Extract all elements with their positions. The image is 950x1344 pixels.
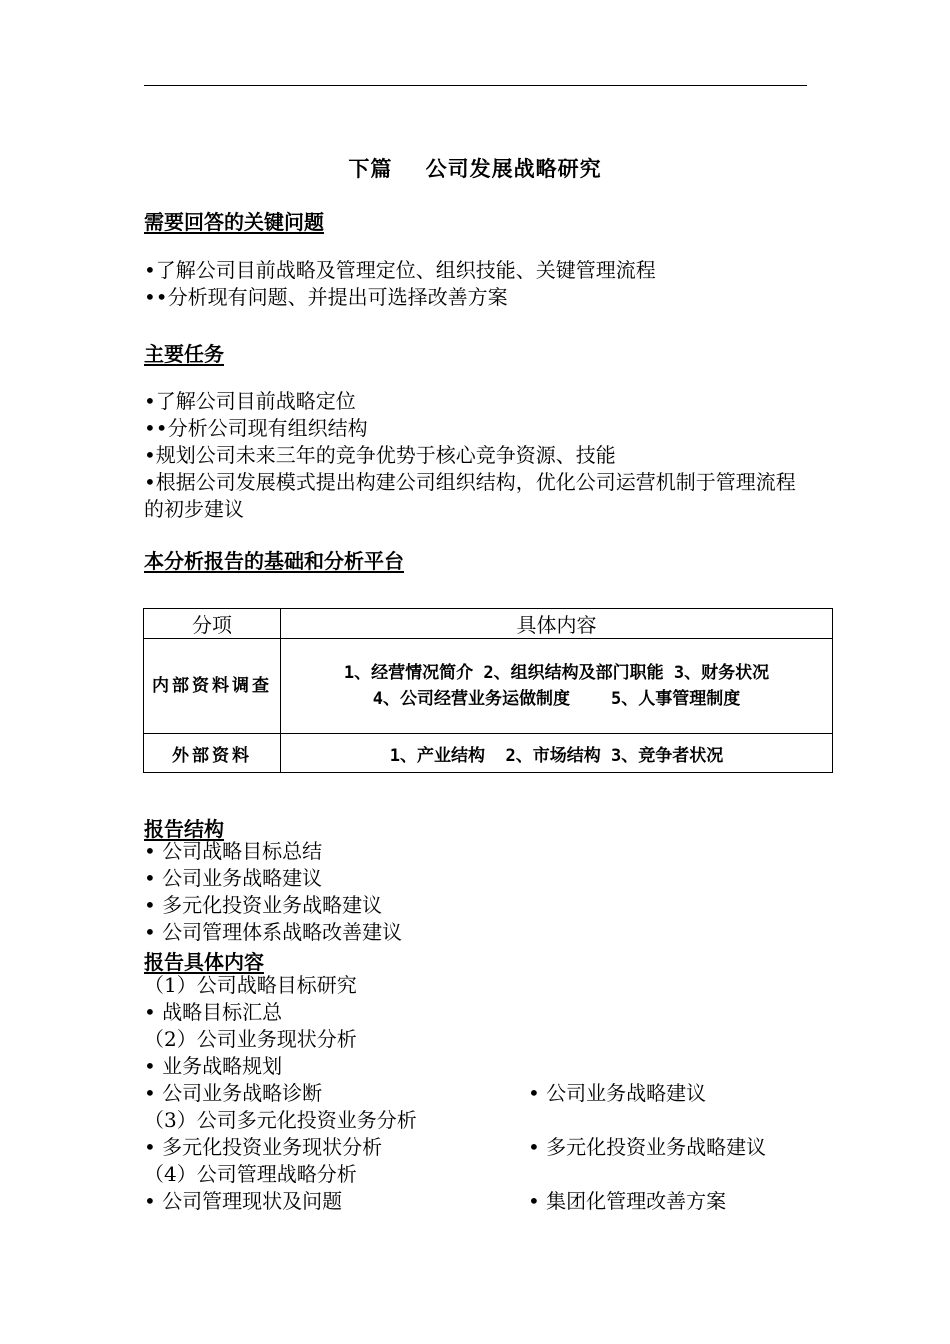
top-rule (144, 85, 807, 86)
list-item: （4）公司管理战略分析 (144, 1162, 357, 1186)
heading-key-questions: 需要回答的关键问题 (144, 210, 324, 234)
list-item: （2）公司业务现状分析 (144, 1027, 357, 1051)
list-item: • 战略目标汇总 (144, 1000, 283, 1024)
content-line: 1、经营情况简介 2、组织结构及部门职能 3、财务状况 (343, 663, 770, 683)
list-item: •根据公司发展模式提出构建公司组织结构，优化公司运营机制于管理流程的初步建议 (144, 470, 796, 521)
heading-report-structure: 报告结构 (144, 817, 224, 841)
analysis-table (143, 608, 833, 773)
list-item: • 多元化投资业务战略建议 (528, 1135, 767, 1159)
list-item: •了解公司目前战略及管理定位、组织技能、关键管理流程 (144, 258, 656, 282)
list-item: • 多元化投资业务现状分析 (144, 1135, 383, 1159)
table-header-cell: 分项 (144, 609, 281, 639)
table-cell-item: 内部资料调查 (144, 639, 281, 734)
table-cell-content (281, 639, 833, 734)
heading-analysis-platform: 本分析报告的基础和分析平台 (144, 549, 404, 573)
list-item: • 公司管理体系战略改善建议 (144, 920, 403, 944)
list-item: • 集团化管理改善方案 (528, 1189, 727, 1213)
heading-main-tasks: 主要任务 (144, 342, 224, 366)
list-item: • 业务战略规划 (144, 1054, 283, 1078)
list-item: • 公司业务战略诊断 (144, 1081, 323, 1105)
list-item: ••分析现有问题、并提出可选择改善方案 (144, 285, 508, 309)
list-item: ••分析公司现有组织结构 (144, 416, 368, 440)
table-row (144, 639, 833, 734)
list-item: （1）公司战略目标研究 (144, 973, 357, 997)
table-cell-content: 1、产业结构 2、市场结构 3、竞争者状况 (281, 734, 833, 773)
table-row (144, 734, 833, 773)
list-item: （3）公司多元化投资业务分析 (144, 1108, 417, 1132)
list-item: • 公司管理现状及问题 (144, 1189, 343, 1213)
list-item: •了解公司目前战略定位 (144, 389, 356, 413)
page-title: 下篇 公司发展战略研究 (348, 157, 602, 181)
table-cell-item: 外部资料 (144, 734, 281, 773)
list-item: • 公司战略目标总结 (144, 839, 323, 863)
list-item: •规划公司未来三年的竞争优势于核心竞争资源、技能 (144, 443, 616, 467)
heading-report-details: 报告具体内容 (144, 950, 264, 974)
table-header-row (144, 609, 833, 639)
list-item: • 公司业务战略建议 (144, 866, 323, 890)
list-item: • 公司业务战略建议 (528, 1081, 707, 1105)
table-header-cell: 具体内容 (281, 609, 833, 639)
content-line: 4、公司经营业务运做制度 5、人事管理制度 (372, 689, 741, 709)
list-item: • 多元化投资业务战略建议 (144, 893, 383, 917)
